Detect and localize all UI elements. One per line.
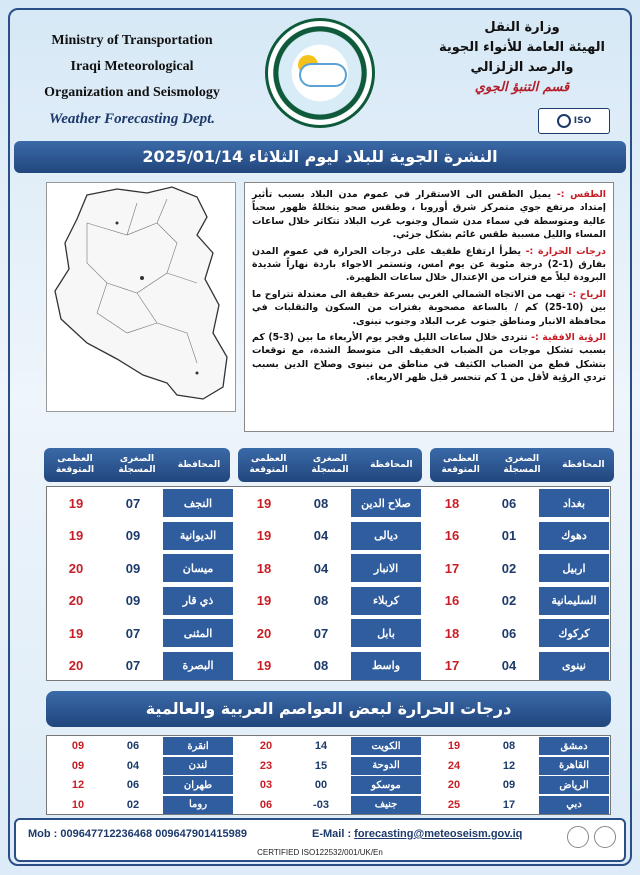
table-header-left bbox=[44, 448, 230, 482]
governorate-name: دهوك bbox=[539, 522, 609, 550]
max-temp: 19 bbox=[68, 495, 84, 511]
capital-name: طهران bbox=[163, 776, 233, 794]
governorate-name: النجف bbox=[163, 489, 233, 517]
governorate-name: اربيل bbox=[539, 554, 609, 582]
iraq-map bbox=[46, 182, 236, 412]
col-header-min: الصغرى المسجلة bbox=[503, 454, 541, 475]
capital-name: الرياض bbox=[539, 776, 609, 794]
governorate-name: ديالى bbox=[351, 522, 421, 550]
max-temp: 19 bbox=[256, 495, 272, 511]
organization-logo bbox=[265, 18, 375, 128]
capital-max-temp: 20 bbox=[447, 779, 461, 791]
capitals-title: درجات الحرارة لبعض العواصم العربية والعالمية bbox=[46, 691, 611, 727]
governorate-name: بابل bbox=[351, 619, 421, 647]
col-header-gov: المحافظة bbox=[177, 459, 221, 470]
min-temp: 04 bbox=[313, 528, 329, 543]
governorate-name: واسط bbox=[351, 652, 421, 680]
min-temp: 07 bbox=[125, 625, 141, 641]
capital-min-temp: 08 bbox=[502, 740, 516, 752]
capital-min-temp: 04 bbox=[126, 759, 140, 772]
min-temp: 09 bbox=[125, 560, 141, 576]
governorate-name: بغداد bbox=[539, 489, 609, 517]
header-ar-line-1: وزارة النقل bbox=[484, 20, 560, 35]
capital-min-temp: -03 bbox=[313, 798, 329, 811]
certificate-text: CERTIFIED ISO122532/001/UK/En bbox=[257, 848, 383, 857]
capital-max-temp: 03 bbox=[259, 779, 273, 791]
iso-badge bbox=[538, 108, 610, 134]
capital-max-temp: 25 bbox=[447, 798, 461, 811]
max-temp: 18 bbox=[444, 495, 460, 511]
max-temp: 20 bbox=[68, 658, 84, 673]
org-logo-icon bbox=[594, 826, 616, 848]
cloud-icon bbox=[301, 65, 345, 85]
min-temp: 04 bbox=[313, 560, 329, 576]
forecast-weather bbox=[252, 188, 606, 242]
header-en-dept: Weather Forecasting Dept. bbox=[49, 111, 215, 127]
email-line bbox=[312, 828, 522, 840]
capital-name: لندن bbox=[163, 757, 233, 775]
capital-min-temp: 00 bbox=[314, 779, 328, 791]
min-temp: 06 bbox=[501, 625, 517, 641]
wind-text: تهب من الاتجاه الشمالي الغربي بسرعة خفيفة الى معتدلة تتراوح ما بين (10-25) كم / بالساعة مصحوبة بفترات من السكون والتقلبات في محافظة الانبار ومناطق جنوب غرب البلاد وجنوب نينوى. bbox=[252, 288, 606, 327]
header-english bbox=[22, 28, 242, 132]
mobile-numbers: Mob : 009647712236468 009647901415989 bbox=[28, 828, 247, 840]
min-temp: 08 bbox=[313, 658, 329, 673]
governorate-name: البصرة bbox=[163, 652, 233, 680]
max-temp: 19 bbox=[68, 625, 84, 641]
min-temp: 02 bbox=[501, 560, 517, 576]
max-temp: 19 bbox=[256, 593, 272, 608]
capital-name: انقرة bbox=[163, 737, 233, 755]
min-temp: 08 bbox=[313, 495, 329, 511]
cert-logo-icon bbox=[567, 826, 589, 848]
capital-min-temp: 09 bbox=[502, 779, 516, 791]
capital-max-temp: 09 bbox=[71, 759, 85, 772]
header-ar-line-3: والرصد الزلزالي bbox=[470, 60, 574, 75]
capital-name: الكويت bbox=[351, 737, 421, 755]
col-header-min: الصغرى المسجلة bbox=[311, 454, 349, 475]
min-temp: 04 bbox=[501, 658, 517, 673]
governorate-name: السليمانية bbox=[539, 587, 609, 615]
capital-min-temp: 06 bbox=[126, 740, 140, 752]
capital-min-temp: 02 bbox=[126, 798, 140, 811]
forecast-temp bbox=[252, 245, 606, 285]
bulletin-title: النشرة الجوية للبلاد ليوم الثلاثاء 2025/01/14 bbox=[14, 141, 626, 173]
weather-text: يميل الطقس الى الاستقرار في عموم مدن البلاد بسبب تأثير إمتداد مرتفع جوي متمركز شرق أوروبا ، وطقس صحو يتخللهُ ظهور سحباً عالية ومتوسطة في سماء مدن شمال وجنوب غرب البلاد تتكاثر خلال ساعات المساء والليل مسببة طقس غائم بشكل جزئي. bbox=[252, 189, 606, 241]
header-en-line-3: Organization and Seismology bbox=[44, 85, 220, 100]
footer bbox=[14, 818, 626, 862]
weather-key: الطقس :- bbox=[556, 189, 606, 200]
max-temp: 20 bbox=[68, 593, 84, 608]
max-temp: 18 bbox=[444, 625, 460, 641]
capital-name: روما bbox=[163, 796, 233, 814]
col-header-gov: المحافظة bbox=[370, 459, 413, 470]
governorate-name: كربلاء bbox=[351, 587, 421, 615]
governorate-name: ذي قار bbox=[163, 587, 233, 615]
min-temp: 07 bbox=[313, 625, 329, 641]
capital-name: دبي bbox=[539, 796, 609, 814]
max-temp: 19 bbox=[68, 528, 84, 543]
capital-name: موسكو bbox=[351, 776, 421, 794]
header-ar-line-2: الهيئة العامة للأنواء الجوية bbox=[439, 40, 605, 55]
capital-max-temp: 09 bbox=[71, 740, 85, 752]
capital-name: الدوحة bbox=[351, 757, 421, 775]
vis-key: الرؤية الافقية :- bbox=[531, 332, 607, 344]
max-temp: 16 bbox=[444, 528, 460, 543]
capital-min-temp: 06 bbox=[126, 779, 140, 791]
capital-name: جنيف bbox=[351, 796, 421, 814]
min-temp: 08 bbox=[313, 593, 329, 608]
governorate-name: الديوانية bbox=[163, 522, 233, 550]
temp-text: يطرأ ارتفاع طفيف على درجات الحرارة في عموم المدن بفارق (1-2) درجة مئوية عن يوم امس، وتستمر الاجواء باردة نهاراً شديدة البرودة ليلاً مع فترات من الإعتدال خلال ساعات الظهيرة. bbox=[252, 245, 607, 284]
forecast-visibility bbox=[252, 331, 606, 385]
email-label: E-Mail : bbox=[312, 828, 355, 840]
min-temp: 02 bbox=[501, 593, 517, 608]
min-temp: 09 bbox=[125, 528, 141, 543]
governorate-name: صلاح الدين bbox=[351, 489, 421, 517]
header-en-line-1: Ministry of Transportation bbox=[51, 33, 213, 48]
governorate-temps-table bbox=[46, 486, 611, 681]
capital-max-temp: 23 bbox=[259, 759, 273, 772]
max-temp: 17 bbox=[444, 560, 460, 576]
capital-min-temp: 15 bbox=[314, 759, 328, 772]
governorate-name: ميسان bbox=[163, 554, 233, 582]
table-header-right bbox=[430, 448, 614, 482]
capital-min-temp: 17 bbox=[502, 798, 516, 811]
col-header-min: الصغرى المسجلة bbox=[118, 454, 156, 475]
table-header-middle bbox=[238, 448, 422, 482]
capital-name: دمشق bbox=[539, 737, 609, 755]
col-header-max: العظمى المتوقعة bbox=[55, 454, 95, 475]
header-arabic bbox=[432, 18, 612, 98]
max-temp: 16 bbox=[444, 593, 460, 608]
max-temp: 19 bbox=[256, 658, 272, 673]
governorate-name: الانبار bbox=[351, 554, 421, 582]
col-header-max: العظمى المتوقعة bbox=[249, 454, 288, 475]
header-en-line-2: Iraqi Meteorological bbox=[70, 59, 194, 74]
footer-logos bbox=[567, 826, 616, 848]
capital-name: القاهرة bbox=[539, 757, 609, 775]
min-temp: 01 bbox=[501, 528, 517, 543]
max-temp: 19 bbox=[256, 528, 272, 543]
wind-key: الرياح :- bbox=[568, 288, 607, 300]
min-temp: 07 bbox=[125, 495, 141, 511]
max-temp: 20 bbox=[68, 560, 84, 576]
max-temp: 20 bbox=[256, 625, 272, 641]
governorate-name: المثنى bbox=[163, 619, 233, 647]
header-ar-dept: قسم التنبؤ الجوي bbox=[474, 80, 570, 95]
email-link[interactable]: forecasting@meteoseism.gov.iq bbox=[354, 828, 523, 840]
max-temp: 18 bbox=[256, 560, 272, 576]
capitals-temps-table bbox=[46, 735, 611, 815]
iso-check-icon bbox=[557, 114, 571, 128]
iraq-map-outline bbox=[47, 183, 235, 411]
governorate-name: نينوى bbox=[539, 652, 609, 680]
col-header-max: العظمى المتوقعة bbox=[441, 454, 480, 475]
capital-max-temp: 12 bbox=[71, 779, 85, 791]
capital-min-temp: 12 bbox=[502, 759, 516, 772]
capital-max-temp: 06 bbox=[259, 798, 273, 811]
col-header-gov: المحافظة bbox=[562, 459, 605, 470]
forecast-text bbox=[244, 182, 614, 432]
min-temp: 06 bbox=[501, 495, 517, 511]
min-temp: 09 bbox=[125, 593, 141, 608]
iso-label: ISO bbox=[573, 116, 592, 126]
capital-max-temp: 10 bbox=[71, 798, 85, 811]
governorate-name: كركوك bbox=[539, 619, 609, 647]
temp-key: درجات الحرارة :- bbox=[525, 245, 606, 257]
min-temp: 07 bbox=[125, 658, 141, 673]
forecast-wind bbox=[252, 288, 606, 328]
capital-max-temp: 19 bbox=[447, 740, 461, 752]
capital-max-temp: 24 bbox=[447, 759, 461, 772]
vis-text: تتردى خلال ساعات الليل وفجر يوم الأربعاء ما بين (3-5) كم بسبب تشكل موجات من الضباب الخفيف الى متوسط الشدة، مع توقعات بتشكل قطع من الضباب الكثيف في مناطق من نينوى وصلاح الدين بسبب تردي الرؤية لأقل من 1 كم تنحسر قبل ظهر الاربعاء. bbox=[252, 332, 606, 384]
max-temp: 17 bbox=[444, 658, 460, 673]
capital-max-temp: 20 bbox=[259, 740, 273, 752]
capital-min-temp: 14 bbox=[314, 740, 328, 752]
